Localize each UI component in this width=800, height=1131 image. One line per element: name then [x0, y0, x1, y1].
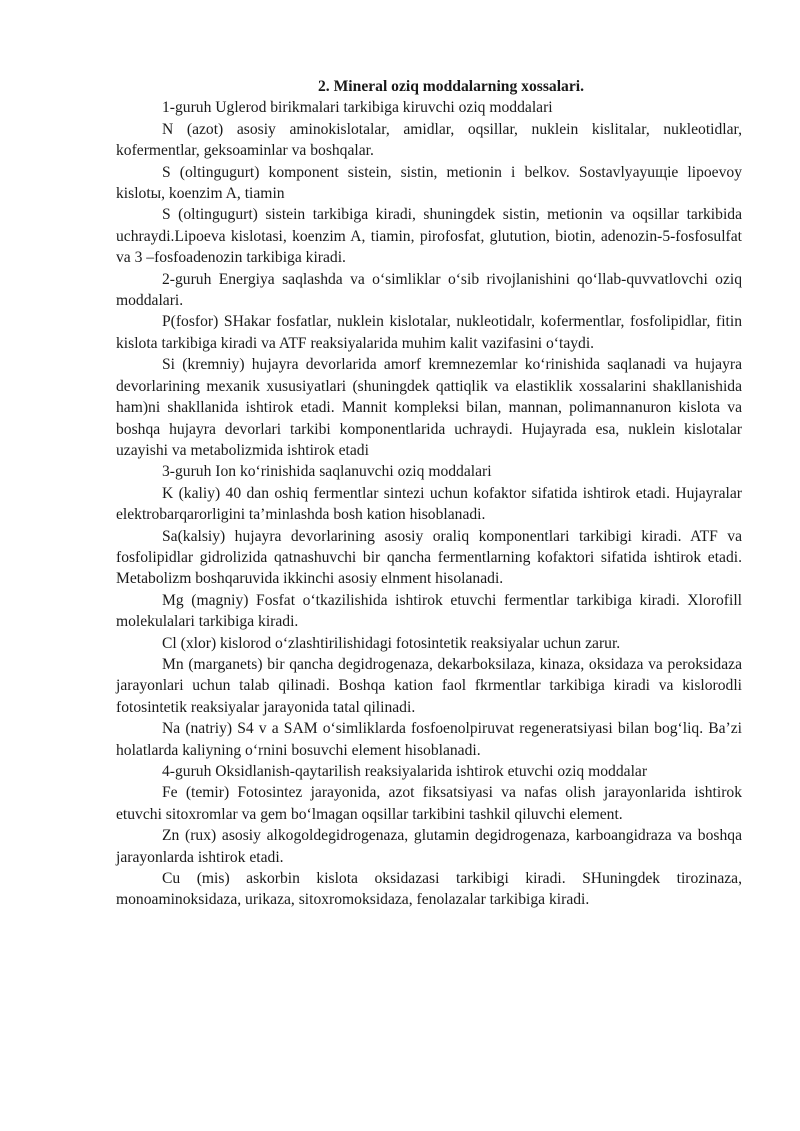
paragraph-group3-heading: 3-guruh Ion ko‘rinishida saqlanuvchi oziq moddalari [162, 463, 492, 481]
paragraph-sulfur-2: S (oltingugurt) sistein tarkibiga kiradi, shuningdek sistin, metionin va oqsillar tarkibida uchraydi.Lipoeva kislotasi, koenzim A, tiamin, pirofosfat, glutution, biotin, adenozin-5-fosfosulfat va 3 –fosfoadenozin tarkibiga kiradi. [116, 206, 742, 267]
paragraph-group4-heading: 4-guruh Oksidlanish-qaytarilish reaksiyalarida ishtirok etuvchi oziq moddalar [162, 763, 648, 780]
paragraph-zinc: Zn (rux) asosiy alkogoldegidrogenaza, glutamin degidrogenaza, karboangidraza va boshqa jarayonlarda ishtirok etadi. [116, 827, 742, 866]
section-title: 2. Mineral oziq moddalarning xossalari. [318, 78, 584, 95]
paragraph-sodium: Na (natriy) S4 v a SAM o‘simliklarda fosfoenolpiruvat regeneratsiyasi bilan bog‘liq. Ba’zi holatlarda kaliyning o‘rnini bosuvchi element hisoblanadi. [116, 720, 742, 759]
paragraph-magnesium: Mg (magniy) Fosfat o‘tkazilishida ishtirok etuvchi fermentlar tarkibiga kiradi. Xlorofill molekulalari tarkibiga kiradi. [116, 591, 742, 631]
paragraph-potassium: K (kaliy) 40 dan oshiq fermentlar sintezi uchun kofaktor sifatida ishtirok etadi. Hujayralar elektrobarqarorligini ta’minlashda bosh kation hisoblanadi. [116, 484, 742, 524]
paragraph-calcium: Sa(kalsiy) hujayra devorlarining asosiy oraliq komponentlari tarkibigi kiradi. ATF va fosfolipidlar gidrolizida qatnashuvchi bir qancha fermentlarning kofaktori sifatida ishtirok etadi. Metabolizm boshqaruvida ikkinchi asosiy elnment hisolanadi. [116, 527, 742, 588]
paragraph-sulfur-1: S (oltingugurt) komponent sistein, sistin, metionin i belkov. Sostavlyayuщie lipoevoy kislotы, koenzim A, tiamin [116, 163, 742, 203]
paragraph-manganese: Mn (marganets) bir qancha degidrogenaza, dekarboksilaza, kinaza, oksidaza va peroksidaza jarayonlari uchun talab qilinadi. Boshqa kation faol fkrmentlar tarkibiga kiradi va kislorodli fotosintetik reaksiyalar jarayonida tatal qilinadi. [116, 655, 742, 716]
document-page [116, 76, 742, 911]
paragraph-phosphorus: P(fosfor) SHakar fosfatlar, nuklein kislotalar, nukleotidalr, kofermentlar, fosfolipidlar, fitin kislota tarkibiga kiradi va ATF reaksiyalarida muhim kalit vazifasini o‘taydi. [116, 313, 742, 352]
paragraph-silicon: Si (kremniy) hujayra devorlarida amorf kremnezemlar ko‘rinishida saqlanadi va hujayra devorlarining mexanik xususiyatlari (shuningdek qattiqlik va elastiklik xossalarini shakllanishida ham)ni shakllanida ishtirok etadi. Mannit kompleksi bilan, mannan, polimannanuron kislota va boshqa hujayra devorlari tarkibi komponentlarida uchraydi. Hujayrada esa, nuklein kislotalar uzayishi va metabolizmida ishtirok etadi [116, 356, 742, 459]
paragraph-nitrogen: N (azot) asosiy aminokislotalar, amidlar, oqsillar, nuklein kislitalar, nukleotidlar, kofermentlar, geksoaminlar va boshqalar. [116, 120, 742, 160]
paragraph-group1-heading: 1-guruh Uglerod birikmalari tarkibiga kiruvchi oziq moddalari [162, 99, 553, 117]
paragraph-iron: Fe (temir) Fotosintez jarayonida, azot fiksatsiyasi va nafas olish jarayonlarida ishtirok etuvchi sitoxromlar va gem bo‘lmagan oqsillar tarkibini tashkil qiluvchi element. [116, 784, 742, 823]
paragraph-chlorine: Cl (xlor) kislorod o‘zlashtirilishidagi fotosintetik reaksiyalar uchun zarur. [162, 634, 621, 652]
paragraph-copper: Cu (mis) askorbin kislota oksidazasi tarkibigi kiradi. SHuningdek tirozinaza, monoaminoksidaza, urikaza, sitoxromoksidaza, fenolazalar tarkibiga kiradi. [116, 870, 742, 909]
paragraph-group2-heading: 2-guruh Energiya saqlashda va o‘simliklar o‘sib rivojlanishini qo‘llab-quvvatlovchi oziq moddalari. [116, 270, 742, 310]
